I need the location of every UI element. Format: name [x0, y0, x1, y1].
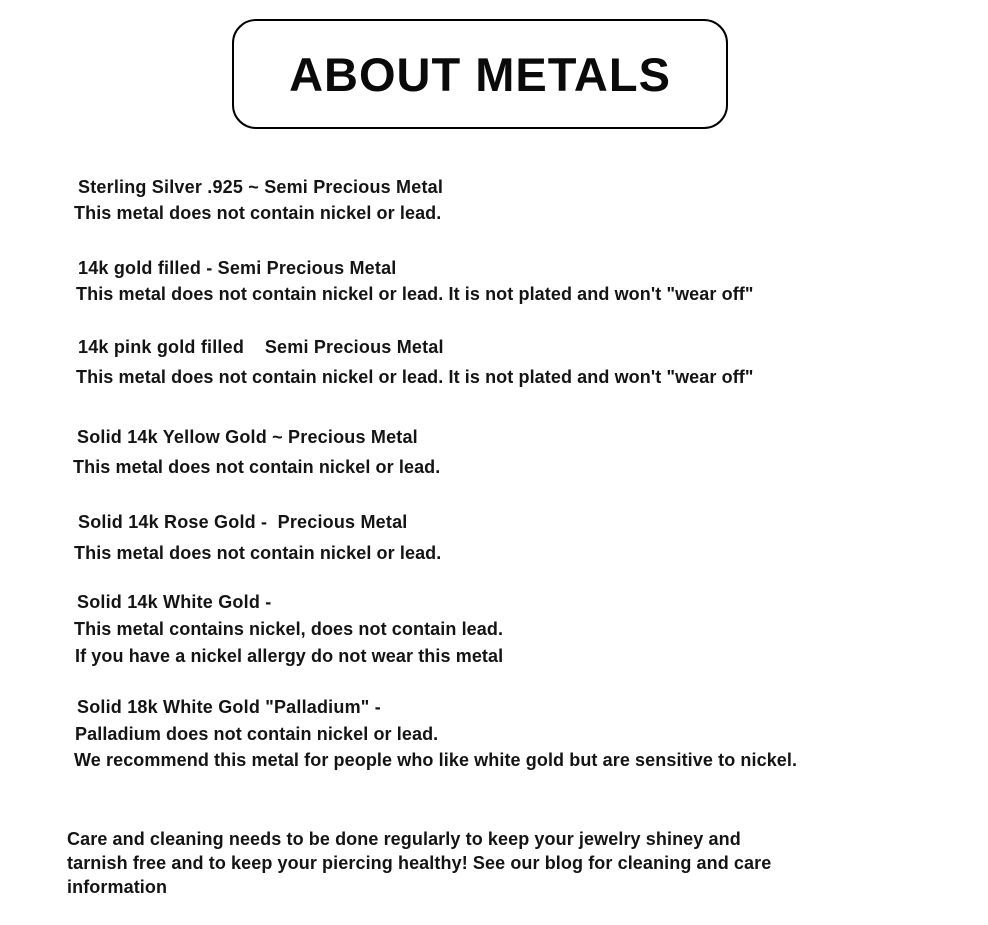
footer-care-line-1: Care and cleaning needs to be done regularly to keep your jewelry shiney and: [67, 829, 741, 849]
section-heading-solid-14k-white-gold: Solid 14k White Gold -: [77, 592, 272, 612]
section-body-14k-gold-filled: This metal does not contain nickel or lead. It is not plated and won't "wear off": [76, 284, 754, 304]
section-heading-solid-18k-white-gold-palladium: Solid 18k White Gold "Palladium" -: [77, 697, 381, 717]
section-body-solid-18k-white-gold-palladium-2: We recommend this metal for people who like white gold but are sensitive to nickel.: [74, 750, 798, 770]
page-title: ABOUT METALS: [289, 47, 671, 101]
section-body-14k-pink-gold-filled: This metal does not contain nickel or lead. It is not plated and won't "wear off": [76, 367, 754, 387]
section-body-solid-18k-white-gold-palladium-1: Palladium does not contain nickel or lead.: [75, 724, 439, 744]
section-heading-solid-14k-rose-gold: Solid 14k Rose Gold - Precious Metal: [78, 512, 408, 532]
title-box: [232, 19, 728, 129]
section-body-solid-14k-rose-gold: This metal does not contain nickel or lead.: [74, 543, 442, 563]
section-heading-solid-14k-yellow-gold: Solid 14k Yellow Gold ~ Precious Metal: [77, 427, 418, 447]
section-body-solid-14k-yellow-gold: This metal does not contain nickel or lead.: [73, 457, 441, 477]
section-body-sterling-silver: This metal does not contain nickel or lead.: [74, 203, 442, 223]
footer-care-line-2: tarnish free and to keep your piercing healthy! See our blog for cleaning and care: [67, 853, 772, 873]
section-heading-14k-pink-gold-filled: 14k pink gold filled Semi Precious Metal: [78, 337, 444, 357]
section-heading-14k-gold-filled: 14k gold filled - Semi Precious Metal: [78, 258, 397, 278]
section-body-solid-14k-white-gold-2: If you have a nickel allergy do not wear this metal: [75, 646, 504, 666]
section-body-solid-14k-white-gold-1: This metal contains nickel, does not contain lead.: [74, 619, 504, 639]
section-heading-sterling-silver: Sterling Silver .925 ~ Semi Precious Metal: [78, 177, 444, 197]
footer-care-line-3: information: [67, 877, 168, 897]
